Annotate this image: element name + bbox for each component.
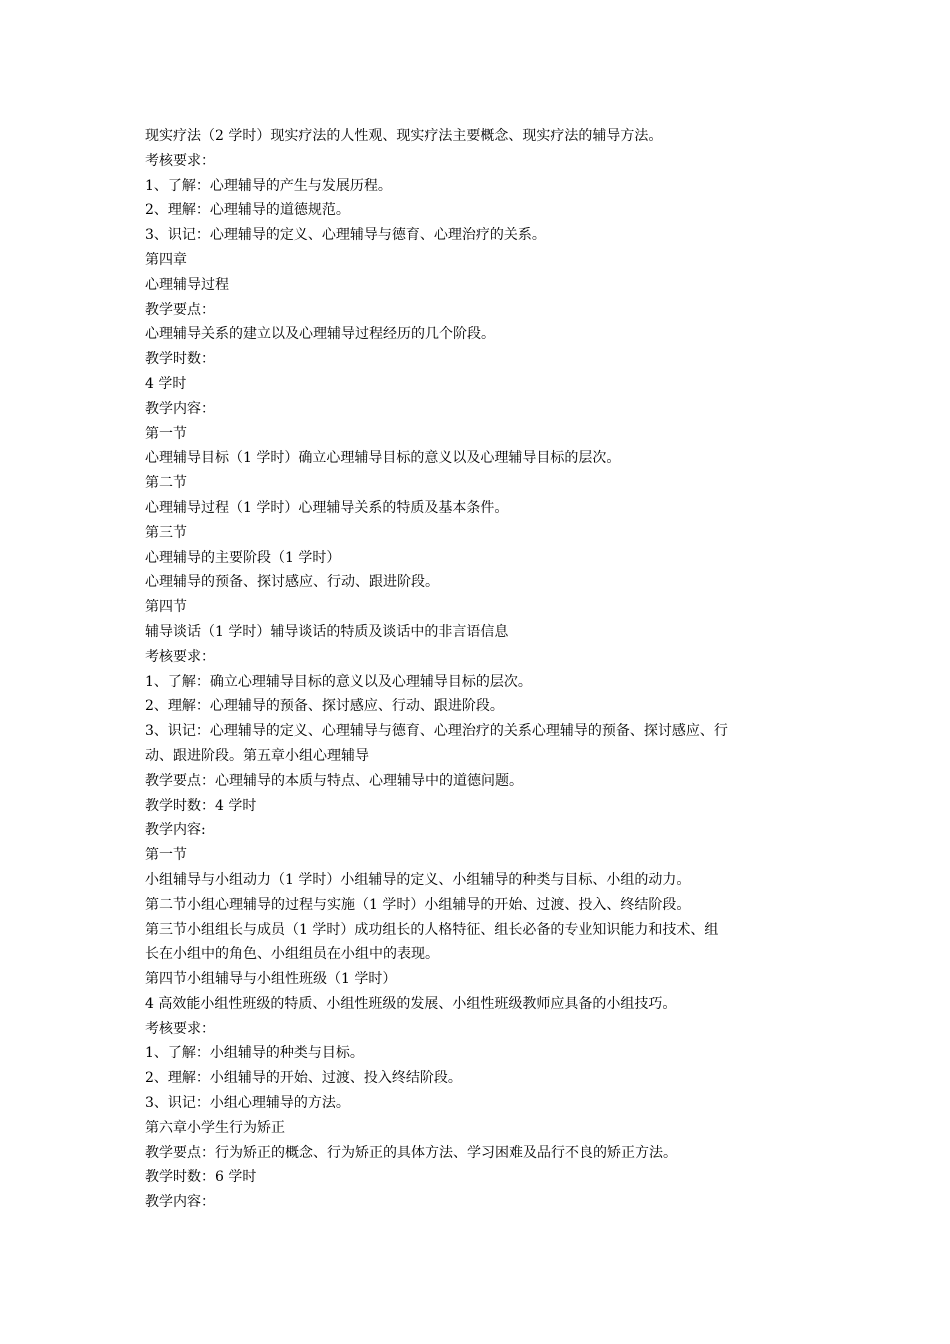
section-heading: 教学要点： xyxy=(145,301,215,318)
section-heading: 教学内容： xyxy=(145,1194,215,1211)
text-line: 4 高效能小组性班级的特质、小组性班级的发展、小组性班级教师应具备的小组技巧。 xyxy=(145,995,677,1012)
text-line: 3、识记：心理辅导的定义、心理辅导与德育、心理治疗的关系。 xyxy=(145,227,546,244)
text-line: 心理辅导的预备、探讨感应、行动、跟进阶段。 xyxy=(145,574,439,591)
section-heading: 考核要求： xyxy=(145,1020,215,1037)
chapter-title: 心理辅导过程 xyxy=(145,276,229,293)
section-label: 第三节 xyxy=(145,524,187,541)
section-heading: 教学内容: xyxy=(145,822,206,839)
text-line: 小组辅导与小组动力（1 学时）小组辅导的定义、小组辅导的种类与目标、小组的动力。 xyxy=(145,871,691,888)
text-line: 教学时数：4 学时 xyxy=(145,797,257,814)
text-line: 辅导谈话（1 学时）辅导谈话的特质及谈话中的非言语信息 xyxy=(145,623,509,640)
text-line: 第三节小组组长与成员（1 学时）成功组长的人格特征、组长必备的专业知识能力和技术、组 xyxy=(145,921,719,938)
text-line: 3、识记：小组心理辅导的方法。 xyxy=(145,1095,350,1112)
text-line: 第二节小组心理辅导的过程与实施（1 学时）小组辅导的开始、过渡、投入、终结阶段。 xyxy=(145,896,691,913)
text-line: 教学要点：行为矫正的概念、行为矫正的具体方法、学习困难及品行不良的矫正方法。 xyxy=(145,1144,677,1161)
text-line: 心理辅导过程（1 学时）心理辅导关系的特质及基本条件。 xyxy=(145,499,509,516)
chapter-heading: 第六章小学生行为矫正 xyxy=(145,1119,285,1136)
text-line: 3、识记：心理辅导的定义、心理辅导与德育、心理治疗的关系心理辅导的预备、探讨感应、行 xyxy=(145,723,728,740)
document-body xyxy=(145,124,810,1215)
text-line: 1、了解：小组辅导的种类与目标。 xyxy=(145,1045,364,1062)
text-line: 长在小组中的角色、小组组员在小组中的表现。 xyxy=(145,946,439,963)
text-line: 2、理解：心理辅导的道德规范。 xyxy=(145,202,350,219)
section-heading: 教学时数： xyxy=(145,351,215,368)
text-line: 教学时数：6 学时 xyxy=(145,1169,257,1186)
text-line: 心理辅导关系的建立以及心理辅导过程经历的几个阶段。 xyxy=(145,326,495,343)
section-heading: 考核要求： xyxy=(145,648,215,665)
section-heading: 考核要求： xyxy=(145,152,215,169)
text-line: 现实疗法（2 学时）现实疗法的人性观、现实疗法主要概念、现实疗法的辅导方法。 xyxy=(145,128,663,144)
section-label: 第四节 xyxy=(145,599,187,616)
text-line: 动、跟进阶段。第五章小组心理辅导 xyxy=(145,747,369,764)
text-line: 心理辅导的主要阶段（1 学时） xyxy=(145,549,341,566)
chapter-heading: 第四章 xyxy=(145,251,187,268)
section-label: 第一节 xyxy=(145,847,187,864)
text-line: 4 学时 xyxy=(145,375,187,392)
text-line: 第四节小组辅导与小组性班级（1 学时） xyxy=(145,971,397,988)
section-label: 第二节 xyxy=(145,475,187,492)
section-heading: 教学内容： xyxy=(145,400,215,417)
text-line: 1、了解：确立心理辅导目标的意义以及心理辅导目标的层次。 xyxy=(145,673,532,690)
section-label: 第一节 xyxy=(145,425,187,442)
text-line: 1、了解：心理辅导的产生与发展历程。 xyxy=(145,177,392,194)
text-line: 教学要点：心理辅导的本质与特点、心理辅导中的道德问题。 xyxy=(145,772,523,789)
text-line: 心理辅导目标（1 学时）确立心理辅导目标的意义以及心理辅导目标的层次。 xyxy=(145,450,621,467)
text-line: 2、理解：心理辅导的预备、探讨感应、行动、跟进阶段。 xyxy=(145,698,504,715)
text-line: 2、理解：小组辅导的开始、过渡、投入终结阶段。 xyxy=(145,1070,462,1087)
